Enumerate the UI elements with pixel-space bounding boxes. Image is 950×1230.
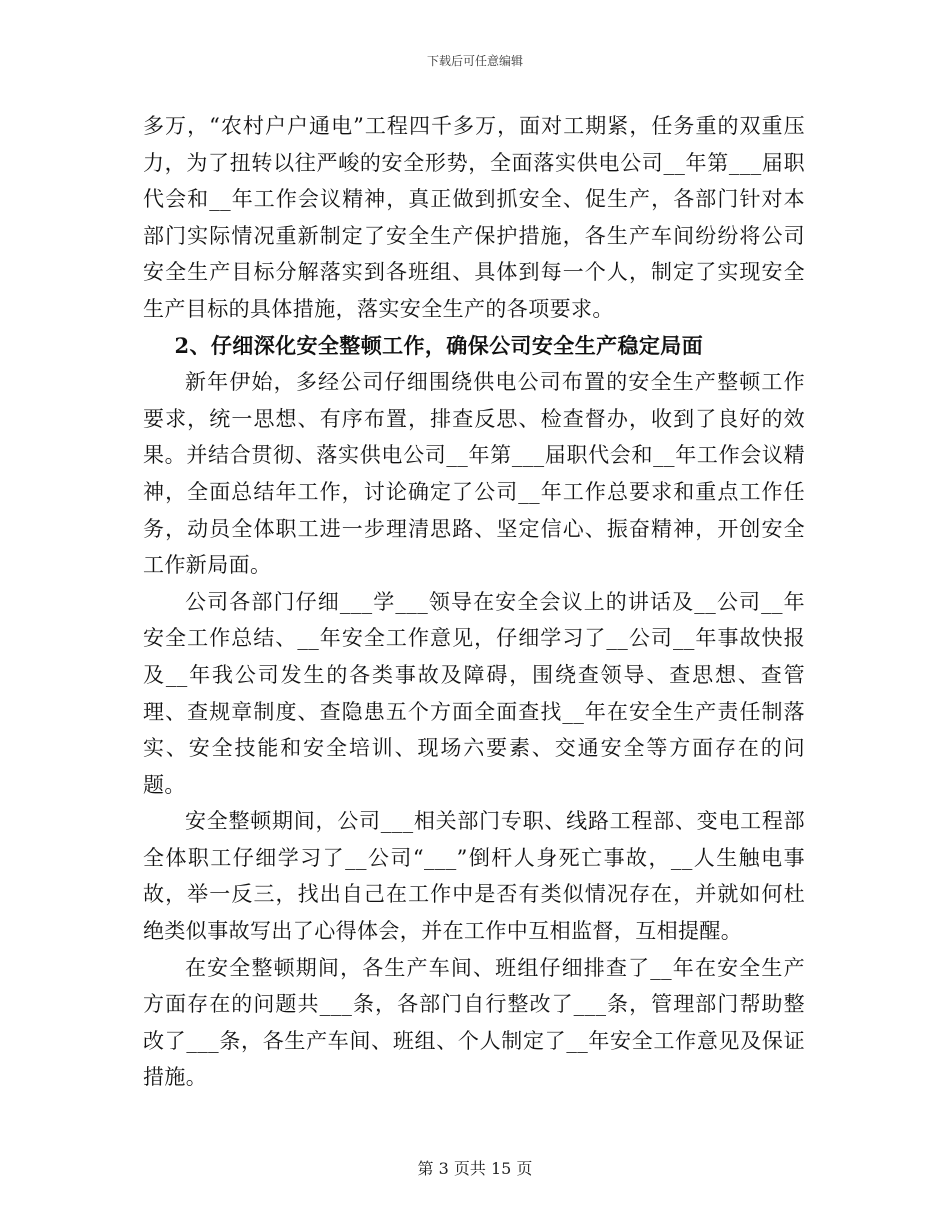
page-header: 下载后可任意编辑 xyxy=(426,54,523,68)
section-heading: 2、仔细深化安全整顿工作，确保公司安全生产稳定局面 xyxy=(174,332,704,358)
paragraph: 新年伊始，多经公司仔细围绕供电公司布置的安全生产整顿工作要求，统一思想、有序布置，排查反思、检查督办，收到了良好的效果。并结合贯彻、落实供电公司__年第___届职代会和__年工作会议精神，全面总结年工作，讨论确定了公司__年工作总要求和重点工作任务，动员全体职工进一步理清思路、坚定信心、振奋精神，开创安全工作新局面。 xyxy=(143,370,805,578)
document-body xyxy=(143,108,805,1096)
page-number: 第 3 页共 15 页 xyxy=(417,1159,533,1178)
paragraph: 公司各部门仔细___学___领导在安全会议上的讲话及__公司__年安全工作总结、__年安全工作意见，仔细学习了__公司__年事故快报及__年我公司发生的各类事故及障碍，围绕查领导、查思想、查管理、查规章制度、查隐患五个方面全面查找__年在安全生产责任制落实、安全技能和安全培训、现场六要素、交通安全等方面存在的问题。 xyxy=(143,589,805,797)
paragraph: 在安全整顿期间，各生产车间、班组仔细排查了__年在安全生产方面存在的问题共___条，各部门自行整改了___条，管理部门帮助整改了___条，各生产车间、班组、个人制定了__年安全工作意见及保证措施。 xyxy=(143,955,805,1090)
paragraph-continuation: 多万，“农村户户通电”工程四千多万，面对工期紧，任务重的双重压力，为了扭转以往严峻的安全形势，全面落实供电公司__年第___届职代会和__年工作会议精神，真正做到抓安全、促生产，各部门针对本部门实际情况重新制定了安全生产保护措施，各生产车间纷纷将公司安全生产目标分解落实到各班组、具体到每一个人，制定了实现安全生产目标的具体措施，落实安全生产的各项要求。 xyxy=(143,114,805,321)
paragraph: 安全整顿期间，公司___相关部门专职、线路工程部、变电工程部全体职工仔细学习了__公司“___”倒杆人身死亡事故，__人生触电事故，举一反三，找出自己在工作中是否有类似情况存在，并就如何杜绝类似事故写出了心得体会，并在工作中互相监督，互相提醒。 xyxy=(143,809,805,944)
